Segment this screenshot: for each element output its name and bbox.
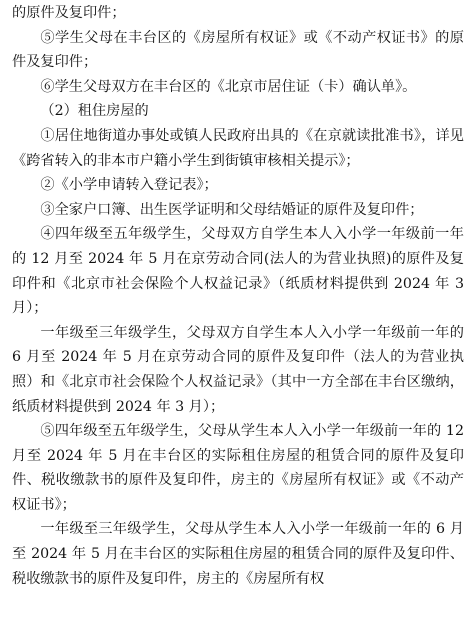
paragraph-item-4-grade4-5-labor-contract: ④四年级至五年级学生，父母双方自学生本人入小学一年级前一年的 12 月至 2024 年 5 月在京劳动合同(法人的为营业执照)的原件及复印件和《北京市社会保险个人权益记录》（纸质材料提供到 2024 年 3 月）； [12, 226, 464, 317]
paragraph-item-1-approval-letter: ①居住地街道办事处或镇人民政府出具的《在京就读批准书》，详见《跨省转入的非本市户籍小学生到街镇审核相关提示》； [12, 127, 464, 169]
paragraph-item-5-grade4-5-lease: ⑤四年级至五年级学生，父母从学生本人入小学一年级前一年的 12 月至 2024 年 5 月在丰台区的实际租住房屋的租赁合同的原件及复印件、税收缴款书的原件及复印件，房主的《房屋所有权证》或《不动产权证书》； [12, 423, 464, 513]
paragraph-item-5-property-cert: ⑤学生父母在丰台区的《房屋所有权证》或《不动产权证书》的原件及复印件； [12, 29, 464, 71]
paragraph-grade1-3-labor-contract: 一年级至三年级学生，父母双方自学生本人入小学一年级前一年的 6 月至 2024 年 5 月在京劳动合同的原件及复印件（法人的为营业执照）和《北京市社会保险个人权益记录》（其中一方全部在丰台区缴纳，纸质材料提供到 2024 年 3 月）； [12, 324, 464, 415]
paragraph-item-6-residence-permit: ⑥学生父母双方在丰台区的《北京市居住证（卡）确认单》。 [40, 78, 417, 95]
section-heading-rented-housing: （2）租住房屋的 [40, 103, 149, 120]
paragraph-continuation: 的原件及复印件； [12, 5, 126, 21]
paragraph-item-3-household-docs: ③全家户口簿、出生医学证明和父母结婚证的原件及复印件； [40, 201, 424, 218]
paragraph-grade1-3-lease: 一年级至三年级学生，父母从学生本人入小学一年级前一年的 6 月至 2024 年 5 月在丰台区的实际租住房屋的租赁合同的原件及复印件、税收缴款书的原件及复印件，房主的《房屋所有权 [12, 521, 464, 587]
paragraph-item-2-application-form: ②《小学申请转入登记表》； [40, 177, 218, 194]
